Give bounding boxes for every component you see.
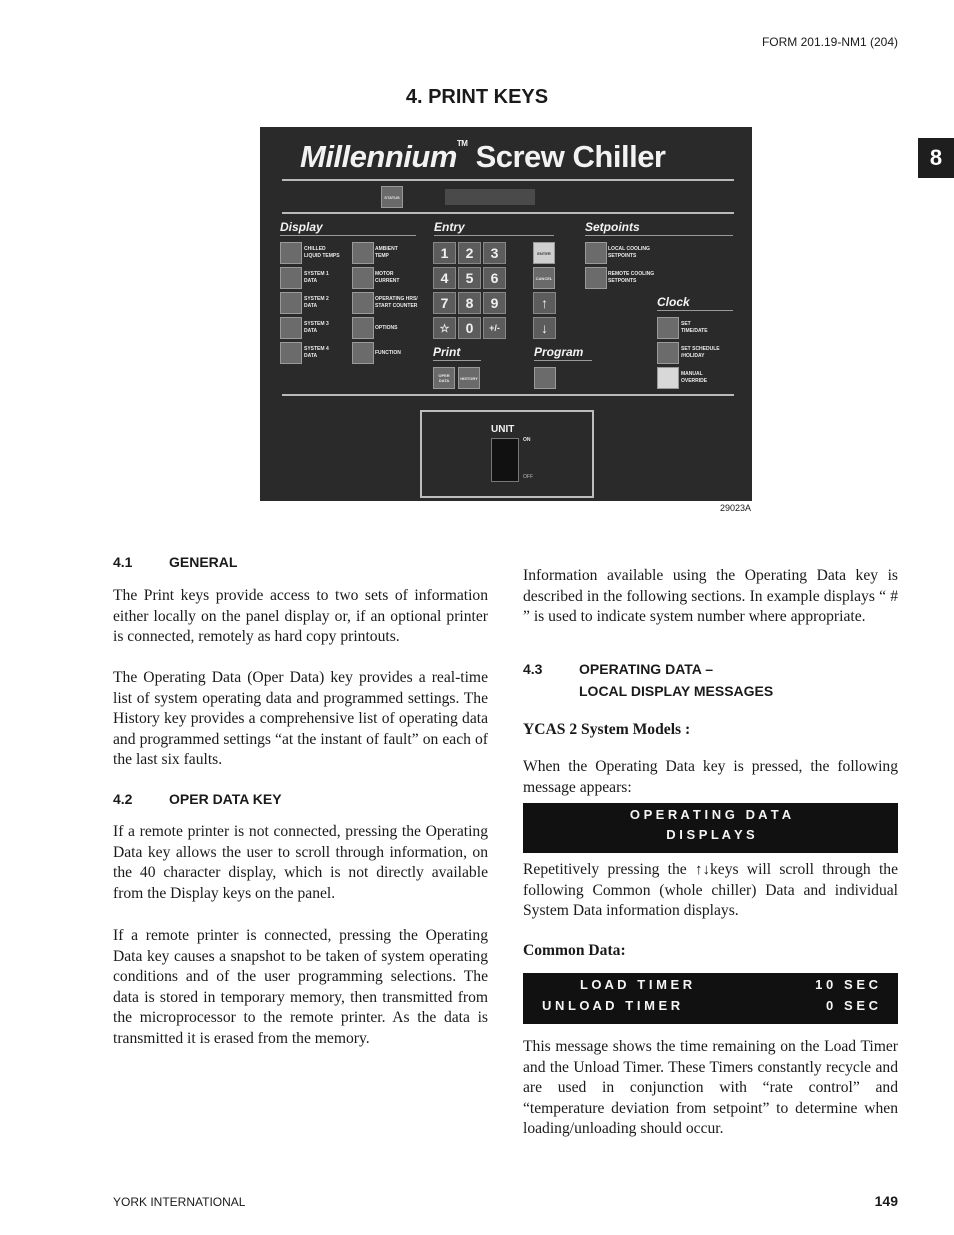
group-underline (585, 235, 733, 236)
lcd-display-timers (523, 973, 898, 1024)
keypad-key: 4 (433, 267, 456, 289)
down-arrow-key: ↓ (533, 317, 556, 339)
display-key-label: SYSTEM 1 DATA (304, 271, 329, 284)
control-panel-photo (260, 127, 752, 501)
cancel-key: CANCEL (533, 267, 555, 289)
keypad-key: 1 (433, 242, 456, 264)
keypad-key: ☆ (433, 317, 456, 339)
display-key-label: CHILLED LIQUID TEMPS (304, 246, 340, 259)
keypad-key: 7 (433, 292, 456, 314)
display-key (352, 242, 374, 264)
display-line: D I S P L A Y S (666, 827, 755, 842)
page-number: 149 (874, 1193, 898, 1209)
panel-title-rest: Screw Chiller (475, 139, 666, 174)
display-key (280, 292, 302, 314)
paragraph: If a remote printer is connected, pressing the Operating Data key causes a snapshot to be taken of system operating conditions and of the user programming selections. The data is stored in temporary memory, then transmitted from the microprocessor to the remote printer. As the data is transmitted it is erased from the memory. (113, 927, 488, 1047)
keypad-key: 2 (458, 242, 481, 264)
paragraph: Information available using the Operating Data key is described in the following sections. In example displays “ # ” is used to indicate system number where appropriate. (523, 567, 898, 626)
setpoint-key-label: LOCAL COOLING SETPOINTS (608, 246, 650, 259)
panel-title (300, 139, 666, 175)
panel-divider (282, 179, 734, 181)
section-title: 4. PRINT KEYS (405, 86, 549, 108)
keypad-key: 9 (483, 292, 506, 314)
keypad-key: 8 (458, 292, 481, 314)
display-key (352, 267, 374, 289)
paragraph: When the Operating Data key is pressed, the following message appears: (523, 758, 898, 796)
display-value: 1 0 S E C (815, 977, 878, 992)
display-line: O P E R A T I N G D A T A (629, 807, 792, 822)
group-setpoints: Setpoints (585, 220, 640, 234)
unit-label: UNIT (491, 424, 515, 435)
display-line: L O A D T I M E R (580, 977, 693, 992)
common-data-heading: Common Data: (523, 942, 626, 959)
clock-key-label: SET TIME/DATE (681, 321, 708, 334)
group-display: Display (280, 220, 323, 234)
chapter-tab: 8 (918, 138, 954, 178)
display-key-label: SYSTEM 4 DATA (304, 346, 329, 359)
display-key (352, 342, 374, 364)
footer-company: YORK INTERNATIONAL (113, 1195, 246, 1209)
setpoint-key (585, 267, 607, 289)
heading-text: OPERATING DATA – (579, 661, 714, 677)
heading-4-1 (113, 554, 237, 570)
display-key (280, 242, 302, 264)
group-print: Print (433, 345, 461, 359)
display-key-label: OPTIONS (375, 325, 398, 331)
paragraph: This message shows the time remaining on the Load Timer and the Unload Timer. These Timers constantly recycle and are used in conjunction with “rate control” and “temperature deviation from setpoint” to determine when loading/unloading should occur. (523, 1038, 898, 1138)
group-underline (534, 360, 592, 361)
heading-number: 4.3 (523, 661, 543, 677)
keypad-key: 0 (458, 317, 481, 339)
paragraph: The Print keys provide access to two sets of information either locally on the panel display or, if an optional printer is connected, remotely as hard copy printouts. (113, 587, 488, 646)
setpoint-key (585, 242, 607, 264)
keypad-key: +/- (483, 317, 506, 339)
heading-4-2 (113, 791, 282, 807)
keypad-key: 5 (458, 267, 481, 289)
paragraph: If a remote printer is not connected, pressing the Operating Data key allows the user to scroll through information, on the 40 character display, which is not directly available from the Display keys on the panel. (113, 823, 488, 902)
group-program: Program (534, 345, 584, 359)
display-line: U N L O A D T I M E R (542, 998, 681, 1013)
oper-data-key: OPER DATA (433, 367, 455, 389)
history-key: HISTORY (458, 367, 480, 389)
paragraph-text: keys will scroll through the following Common (whole chiller) Data and individual System Data information displays. (523, 861, 899, 920)
unit-on-label: ON (523, 437, 531, 443)
paragraph-text: Repetitively pressing the (523, 861, 695, 878)
heading-text: OPER DATA KEY (169, 791, 282, 807)
unit-toggle-switch (491, 438, 519, 482)
group-underline (434, 235, 554, 236)
models-heading: YCAS 2 System Models : (523, 721, 691, 738)
keypad-key: 3 (483, 242, 506, 264)
heading-number: 4.2 (113, 791, 133, 807)
heading-4-3 (523, 658, 773, 702)
clock-key-label: SET SCHEDULE /HOLIDAY (681, 346, 720, 359)
keypad-key: 6 (483, 267, 506, 289)
lcd-display-operating-data (523, 803, 898, 853)
up-down-arrow-icon: ↑↓ (694, 861, 710, 878)
unit-off-label: OFF (523, 474, 533, 480)
display-key-label: OPERATING HRS/ START COUNTER (375, 296, 418, 309)
display-key-label: AMBIENT TEMP (375, 246, 398, 259)
group-underline (657, 310, 733, 311)
group-entry: Entry (434, 220, 465, 234)
form-number: FORM 201.19-NM1 (204) (761, 35, 898, 49)
display-key-label: SYSTEM 2 DATA (304, 296, 329, 309)
enter-key: ENTER (533, 242, 555, 264)
paragraph: The Operating Data (Oper Data) key provides a real-time list of system operating data and programmed settings. The History key provides a comprehensive list of operating data and programmed settings “at the instant of fault” on each of the last six faults. (113, 669, 488, 769)
display-key-label: SYSTEM 3 DATA (304, 321, 329, 334)
panel-divider (282, 394, 734, 396)
panel-lcd-window (445, 189, 535, 205)
display-key (280, 317, 302, 339)
clock-key (657, 317, 679, 339)
clock-key-label: MANUAL OVERRIDE (681, 371, 708, 384)
panel-brand: Millennium (300, 139, 457, 174)
program-key (534, 367, 556, 389)
display-key-label: MOTOR CURRENT (375, 271, 400, 284)
trademark-mark: TM (456, 139, 468, 148)
group-underline (280, 235, 416, 236)
heading-text: LOCAL DISPLAY MESSAGES (579, 683, 774, 699)
heading-number: 4.1 (113, 554, 133, 570)
up-arrow-key: ↑ (533, 292, 556, 314)
photo-reference: 29023A (720, 503, 752, 513)
clock-key (657, 367, 679, 389)
display-key (352, 292, 374, 314)
group-underline (433, 360, 481, 361)
setpoint-key-label: REMOTE COOLING SETPOINTS (608, 271, 655, 284)
display-key (280, 267, 302, 289)
status-key: STATUS (381, 186, 403, 208)
display-key (352, 317, 374, 339)
display-value: 0 S E C (825, 998, 878, 1013)
display-key-label: FUNCTION (375, 350, 401, 356)
display-key (280, 342, 302, 364)
clock-key (657, 342, 679, 364)
panel-divider (282, 212, 734, 214)
group-clock: Clock (657, 295, 690, 309)
heading-text: GENERAL (169, 554, 238, 570)
paragraph (523, 860, 898, 922)
